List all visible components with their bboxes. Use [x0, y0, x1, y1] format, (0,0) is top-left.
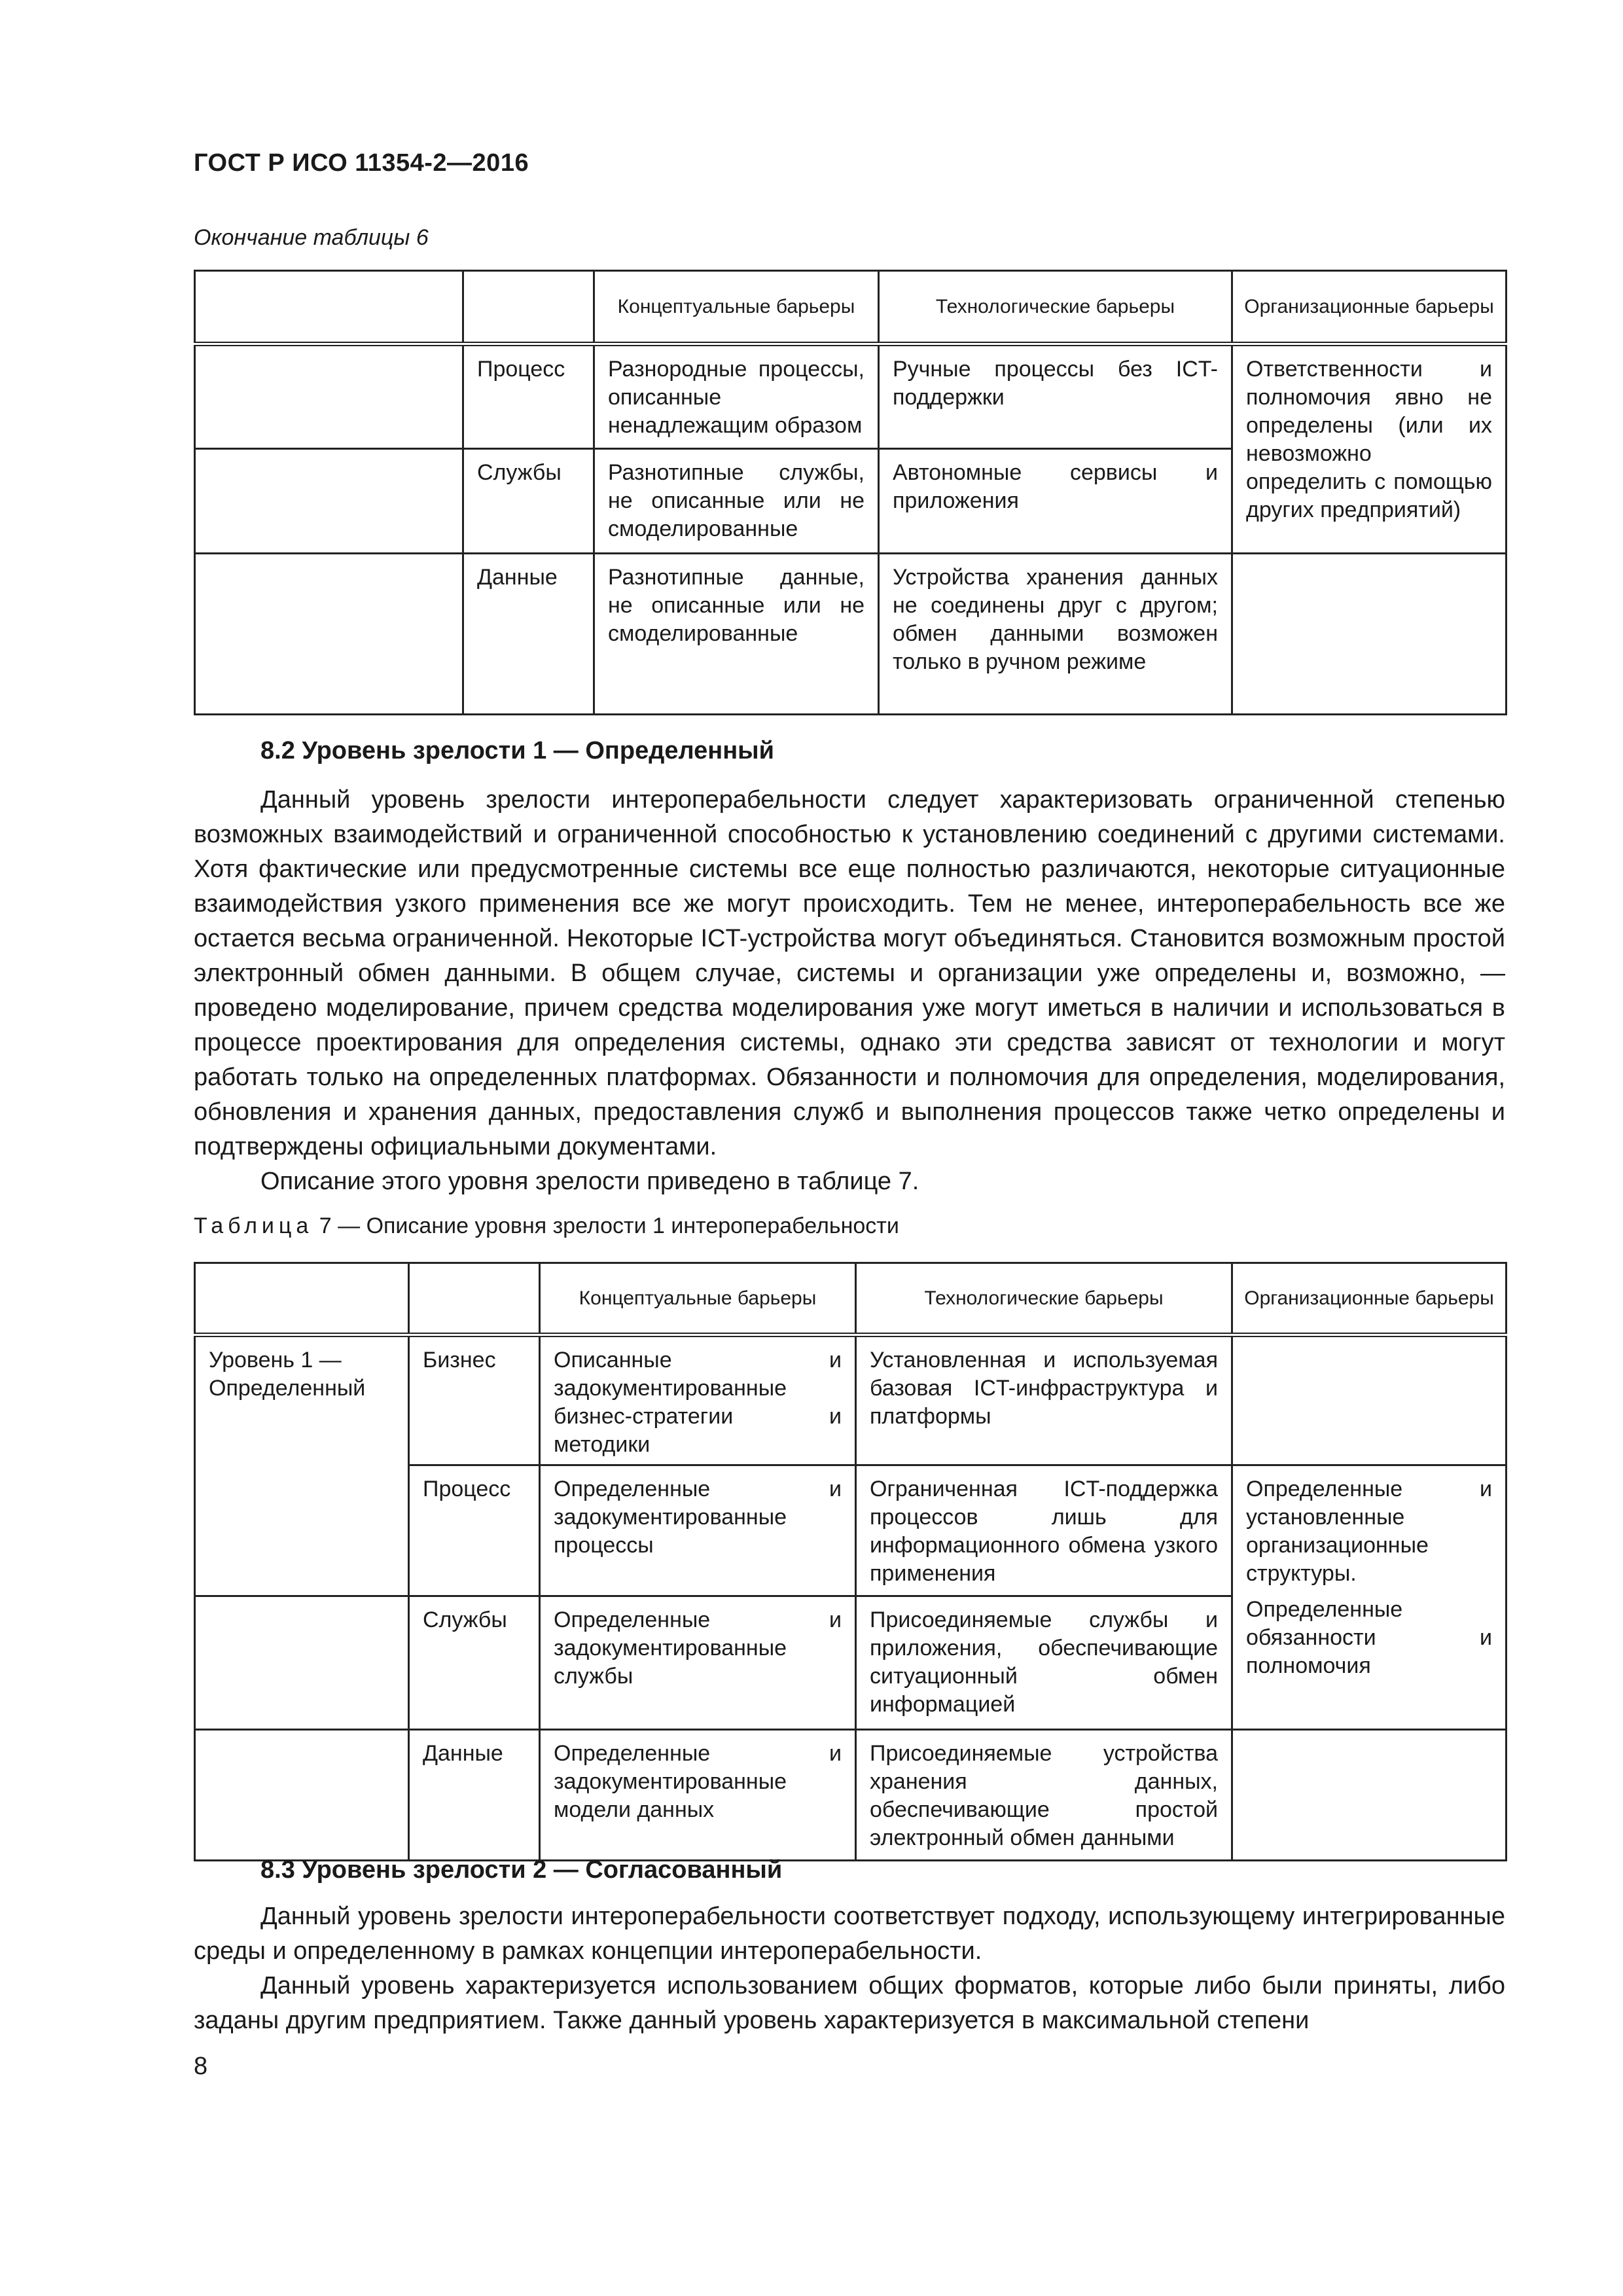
level-cell — [195, 344, 463, 449]
table-caption-label: Таблица — [194, 1213, 313, 1238]
level-cell — [195, 449, 463, 554]
header-organizational: Организационные барьеры — [1232, 271, 1507, 344]
document-code: ГОСТ Р ИСО 11354-2—2016 — [194, 149, 529, 177]
aspect-cell: Службы — [463, 449, 594, 554]
header-technological: Технологические барьеры — [856, 1263, 1232, 1335]
aspect-cell: Процесс — [409, 1465, 540, 1596]
organizational-cell — [1232, 1465, 1507, 1730]
aspect-cell: Данные — [409, 1730, 540, 1861]
table-6 — [194, 270, 1507, 715]
conceptual-cell: Определенные и задокументированные модели данных — [540, 1730, 856, 1861]
technological-cell: Ограниченная ICT-поддержка процессов лишь для информационного обмена узкого применения — [856, 1465, 1232, 1596]
conceptual-cell: Описанные и задокументированные бизнес-стратегии и методики — [540, 1335, 856, 1465]
table-row — [195, 1730, 1507, 1861]
aspect-cell: Бизнес — [409, 1335, 540, 1465]
technological-cell: Присоединяемые устройства хранения данных, обеспечивающие простой электронный обмен данными — [856, 1730, 1232, 1861]
section-8-3-body — [194, 1899, 1505, 2038]
paragraph: Данный уровень зрелости интероперабельности соответствует подходу, использующему интегрированные среды и определенному в рамках концепции интероперабельности. — [194, 1903, 1505, 1965]
technological-cell: Присоединяемые службы и приложения, обеспечивающие ситуационный обмен информацией — [856, 1596, 1232, 1730]
organizational-cell — [1232, 1730, 1507, 1861]
header-cell-empty — [195, 1263, 409, 1335]
section-8-2-title: 8.2 Уровень зрелости 1 — Определенный — [260, 737, 774, 764]
level-cell — [195, 1596, 409, 1730]
section-8-2-body — [194, 783, 1505, 1199]
table-row — [195, 554, 1507, 715]
technological-cell: Автономные сервисы и приложения — [879, 449, 1232, 554]
organizational-duties-text: Определенные обязанности и полномочия — [1246, 1597, 1492, 1678]
aspect-cell: Службы — [409, 1596, 540, 1730]
header-technological: Технологические барьеры — [879, 271, 1232, 344]
level-cell — [195, 554, 463, 715]
conceptual-cell: Определенные и задокументированные службы — [540, 1596, 856, 1730]
header-cell-empty — [409, 1263, 540, 1335]
conceptual-cell: Разнородные процессы, описанные ненадлежащим образом — [594, 344, 879, 449]
header-cell-empty — [463, 271, 594, 344]
paragraph: Описание этого уровня зрелости приведено в таблице 7. — [260, 1168, 919, 1195]
section-8-3-title: 8.3 Уровень зрелости 2 — Согласованный — [260, 1856, 783, 1884]
table-header-row — [195, 1263, 1507, 1335]
paragraph: Данный уровень зрелости интероперабельности следует характеризовать ограниченной степенью возможных взаимодействий и ограниченной способностью к установлению соединений с другими системами. Хотя фактические или предусмотренные системы все еще полностью различаются, некоторые ситуационные взаимодействия узкого применения все же могут происходить. Тем не менее, интероперабельность все же остается весьма ограниченной. Некоторые ICT-устройства могут объединяться. Становится возможным простой электронный обмен данными. В общем случае, системы и организации уже определены и, возможно, — проведено моделирование, причем средства моделирования уже могут иметься в наличии и использоваться в процессе проектирования для определения системы, однако эти средства зависят от технологии и могут работать только на определенных платформах. Обязанности и полномочия для определения, моделирования, обновления и хранения данных, предоставления служб и выполнения процессов также четко определены и подтверждены официальными документами. — [194, 786, 1505, 1160]
level-cell — [195, 1730, 409, 1861]
organizational-cell: Ответственности и полномочия явно не определены (или их невозможно определить с помощью других предприятий) — [1232, 344, 1507, 554]
table-row — [195, 344, 1507, 449]
table-caption-text: 7 — Описание уровня зрелости 1 интероперабельности — [319, 1213, 899, 1238]
organizational-cell — [1232, 1335, 1507, 1465]
table6-continuation-caption: Окончание таблицы 6 — [194, 225, 429, 250]
level-cell: Уровень 1 — Определенный — [195, 1335, 409, 1596]
table-7 — [194, 1262, 1507, 1861]
technological-cell: Ручные процессы без ICT-поддержки — [879, 344, 1232, 449]
table-row — [195, 1335, 1507, 1465]
table-7-caption — [194, 1213, 899, 1239]
conceptual-cell: Определенные и задокументированные процессы — [540, 1465, 856, 1596]
aspect-cell: Данные — [463, 554, 594, 715]
header-conceptual: Концептуальные барьеры — [540, 1263, 856, 1335]
aspect-cell: Процесс — [463, 344, 594, 449]
header-conceptual: Концептуальные барьеры — [594, 271, 879, 344]
header-cell-empty — [195, 271, 463, 344]
organizational-structures-text: Определенные и установленные организационные структуры. — [1246, 1477, 1492, 1586]
technological-cell: Установленная и используемая базовая ICT-инфраструктура и платформы — [856, 1335, 1232, 1465]
paragraph: Данный уровень характеризуется использованием общих форматов, которые либо были приняты, либо заданы другим предприятием. Также данный уровень характеризуется в максимальной степени — [194, 1972, 1505, 2034]
technological-cell: Устройства хранения данных не соединены друг с другом; обмен данными возможен только в ручном режиме — [879, 554, 1232, 715]
organizational-cell — [1232, 554, 1507, 715]
conceptual-cell: Разнотипные данные, не описанные или не смоделированные — [594, 554, 879, 715]
conceptual-cell: Разнотипные службы, не описанные или не смоделированные — [594, 449, 879, 554]
page-number: 8 — [194, 2053, 208, 2080]
header-organizational: Организационные барьеры — [1232, 1263, 1507, 1335]
table-header-row — [195, 271, 1507, 344]
